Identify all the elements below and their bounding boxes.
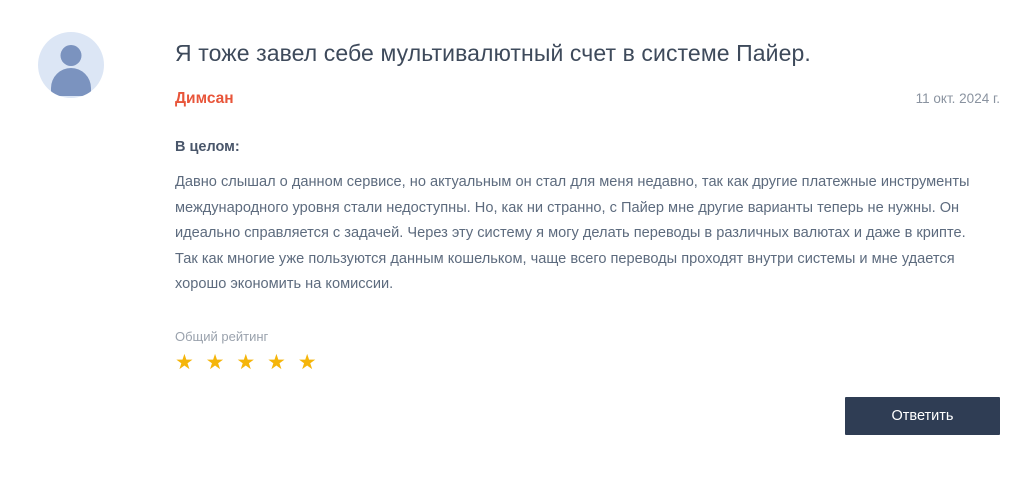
review-content [175,0,1000,435]
user-avatar-icon [38,32,104,98]
review-title: Я тоже завел себе мультивалютный счет в системе Пайер. [175,40,811,66]
star-icon-5: ★ [297,350,320,374]
rating-stars [175,352,1000,373]
avatar-body-shape [51,68,91,96]
review-meta [175,90,1000,108]
star-icon-2: ★ [205,350,228,374]
review-actions [175,397,1000,435]
star-icon-3: ★ [236,350,259,374]
review-body-text: Давно слышал о данном сервисе, но актуальным он стал для меня недавно, так как другие платежные инструменты международного уровня стали недоступны. Но, как ни странно, с Пайер мне другие варианты теперь не нужны. Он идеально справляется с задачей. Через эту систему я могу делать переводы в различных валютах и даже в крипте. Так как многие уже пользуются данным кошельком, чаще всего переводы проходят внутри системы и мне удается хорошо экономить на комиссии. [175,174,970,292]
reply-button[interactable]: Ответить [845,397,1000,435]
avatar-head-shape [61,45,82,66]
review-summary-label: В целом: [175,139,240,155]
rating-label: Общий рейтинг [175,328,269,344]
review-date: 11 окт. 2024 г. [915,91,1000,106]
review-author: Димсан [175,90,234,107]
star-icon-1: ★ [175,350,197,374]
avatar [38,32,104,98]
star-icon-4: ★ [267,350,289,374]
